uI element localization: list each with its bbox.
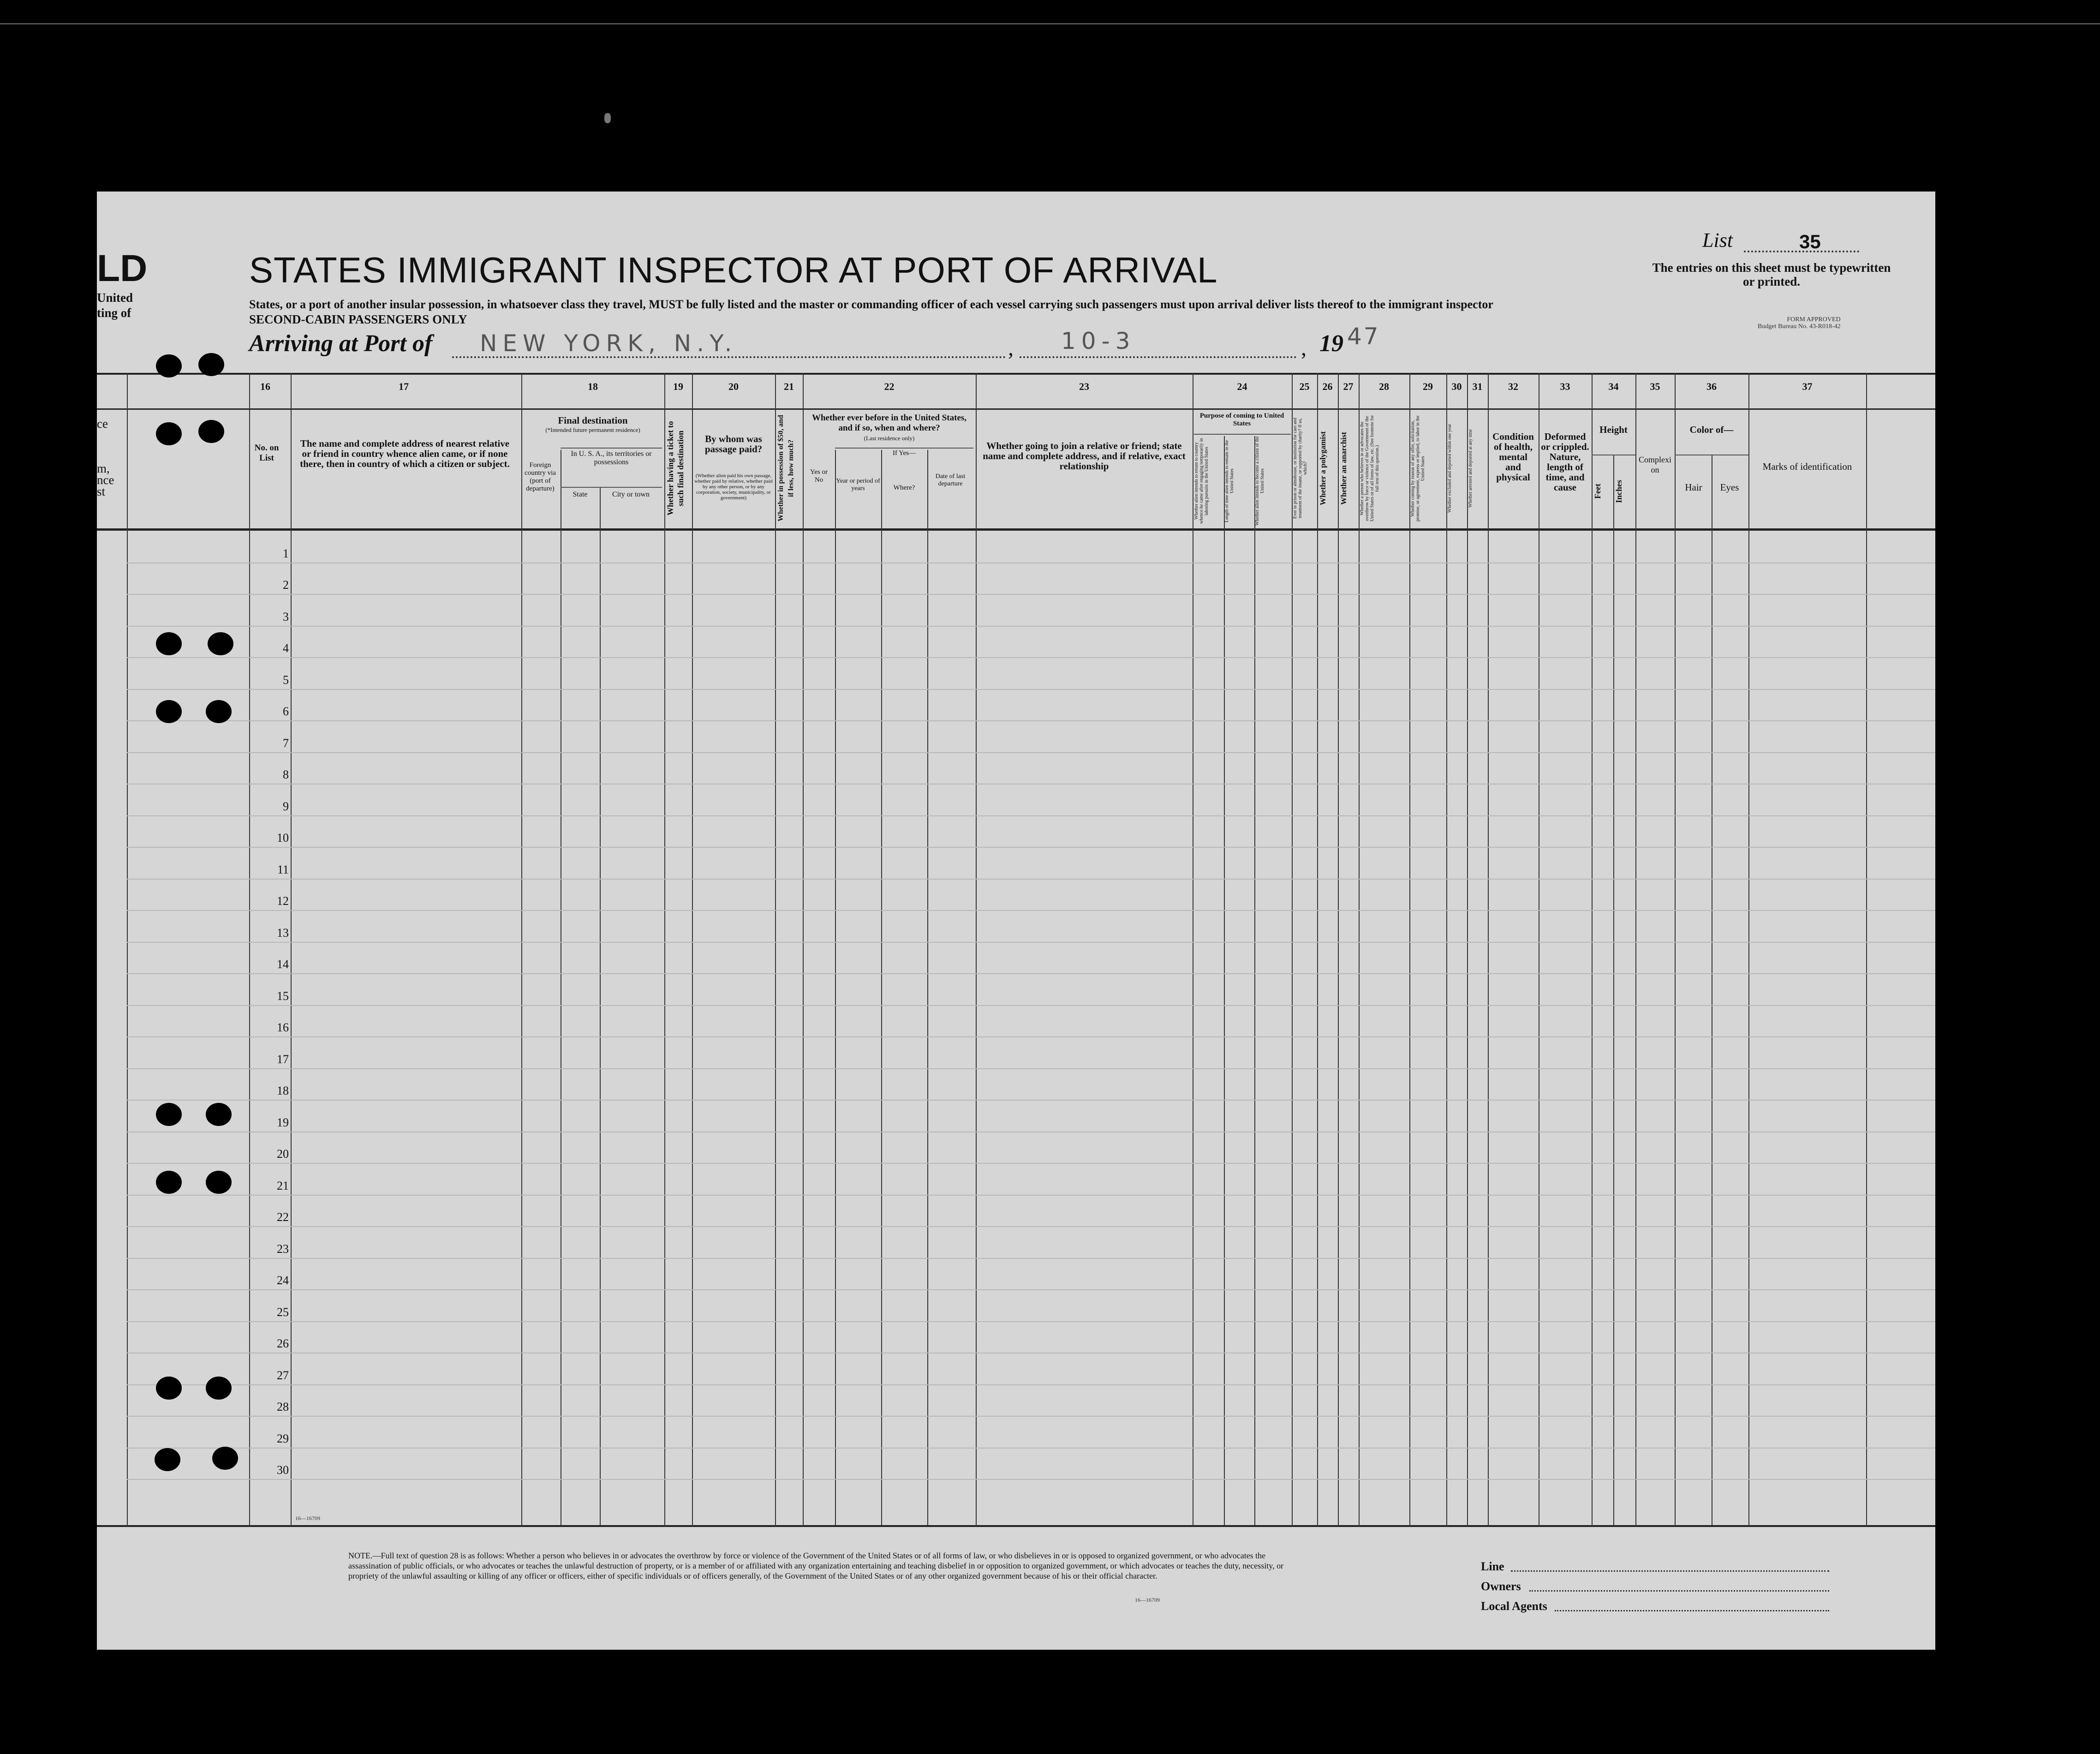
table-row [127,879,1935,880]
line-field [1511,1570,1829,1572]
punch-hole [206,1377,232,1400]
row-number: 22 [277,1210,289,1224]
table-row [127,1005,1935,1006]
colnum-23: 23 [1079,381,1089,392]
hdr-passage-sub: (Whether alien paid his own passage, whether paid by relative, whether paid by any other person, or by any corporation, society, municipality, or government) [694,473,773,501]
column-divider [521,373,522,1527]
hdr-height: Height [1599,424,1628,435]
row-number: 6 [283,705,289,718]
table-row [127,815,1935,816]
column-divider [1675,373,1676,1527]
table-row [127,1384,1935,1385]
arriving-label: Arriving at Port of [249,330,433,357]
row-number: 28 [277,1400,289,1413]
year-printed: 19 [1319,330,1343,357]
owners-label: Owners [1481,1580,1521,1593]
row-number: 8 [283,768,289,781]
footnote-q28: NOTE.—Full text of question 28 is as follows: Whether a person who believes in or advocates the overthrow by force or violence of the Government of the United States or of all forms of law, or who disbelieves in or is opposed to organized government, or who advocates the assassination of public officials, or who advocates or teaches the unlawful destruction of property, or is a member of or affiliated with any organization entertaining and teaching disbelief in or opposition to organized government, or which advocates or teaches the duty, necessity, or propriety of the unlawful assaulting or killing of any officer or officers, either of specific individuals or of officers generally, of the Government of the United States or of any other organized government because of his or their official character. [348,1551,1284,1580]
subtitle: States, or a port of another insular possession, in whatsoever class they travel, MUST be fully listed and the master or commanding officer of each vessel carrying such passengers must upon arrival deliver lists thereof to the immigrant inspector [249,298,1493,311]
hdr-period: Year or period of years [836,478,880,492]
sub-header-rule [1194,434,1291,435]
row-number: 14 [277,958,289,971]
colnum-16: 16 [260,381,270,392]
hdr-nearest-relative: The name and complete address of nearest relative or friend in country whence alien came, or if none there, then in country of which a citizen or subject. [300,438,510,469]
hdr-where: Where? [893,484,915,491]
punch-hole [206,700,232,723]
colnum-26: 26 [1322,381,1333,392]
punch-hole [156,1377,182,1400]
hdr-purpose-3: Whether alien intends to become a citizen of the United States [1255,436,1265,526]
hdr-foreign-country: Foreign country via (port of departure) [525,461,556,492]
hdr-marks: Marks of identification [1762,461,1852,472]
table-row [127,1100,1935,1101]
local-agents-label: Local Agents [1481,1599,1547,1613]
row-number: 7 [283,736,289,750]
table-row [127,1416,1935,1417]
line-label: Line [1481,1560,1504,1573]
row-number: 19 [277,1116,289,1129]
table-row [127,1163,1935,1164]
table-row [127,1226,1935,1227]
row-number: 30 [277,1463,289,1477]
hdr-health: Condition of health, mental and physical [1492,431,1534,483]
column-divider [1592,373,1593,1527]
edge-text-1: United [97,291,133,305]
column-divider [664,373,665,1527]
punch-hole [156,354,182,377]
table-row [127,1195,1935,1196]
table-row [127,1131,1935,1132]
hdr-date-departure: Date of last departure [935,473,966,487]
colnum-20: 20 [728,381,739,392]
punch-hole [156,632,182,655]
sub-column-divider [1224,436,1225,1525]
colnum-21: 21 [784,381,794,392]
punch-hole [206,1103,232,1126]
hdr-complexion: Complexion [1639,455,1671,474]
hdr-polygamist: Whether a polygamist [1318,431,1327,506]
row-number: 13 [277,926,289,940]
hdr-excluded: Whether excluded and deported within one year [1447,424,1452,513]
column-divider [1409,373,1410,1527]
column-divider [1317,373,1318,1527]
colnum-33: 33 [1560,381,1570,392]
typewritten-note: The entries on this sheet must be typewritten or printed. [1652,261,1891,288]
hdr-in-usa: In U. S. A., its territories or possessions [571,450,652,466]
colnum-34: 34 [1608,381,1619,392]
passenger-class: SECOND-CABIN PASSENGERS ONLY [249,312,467,326]
colnum-28: 28 [1379,381,1389,392]
hdr-no-on-list: No. on List [254,443,279,463]
edge-text-4: m, [97,461,110,475]
arriving-line [249,330,432,357]
edge-text-3: ce [97,417,108,431]
table-row [127,910,1935,911]
sub-column-divider [600,487,601,1525]
comma-1: , [1008,336,1014,360]
column-divider [1359,373,1360,1527]
form-approved [1758,316,1841,330]
row-number: 4 [283,641,289,655]
date-underline [1020,356,1296,358]
hdr-state: State [573,491,588,498]
table-row [127,594,1935,595]
owners-field [1529,1590,1829,1592]
hdr-deformed: Deformed or crippled. Nature, length of time, and cause [1541,431,1589,493]
column-divider [249,373,250,1527]
table-row [127,1448,1935,1449]
table-row [127,752,1935,753]
punch-hole [156,422,182,445]
comma-2: , [1301,336,1307,360]
column-divider [1467,373,1468,1527]
hdr-purpose-1: Whether alien intends to return to country whence he came after engaging temporarily in laboring pursuits in the United States [1194,438,1209,524]
punch-hole [156,1103,182,1126]
row-number: 17 [277,1053,289,1066]
hdr-anarchist: Whether an anarchist [1339,431,1348,505]
column-divider [1488,373,1489,1527]
column-divider [1866,373,1867,1527]
hdr-hair: Hair [1685,482,1702,493]
colnum-35: 35 [1650,381,1660,392]
punch-hole [156,1171,182,1194]
scan-fleck [604,113,611,123]
print-code-right: 16—16709 [1135,1597,1160,1603]
table-row [127,847,1935,848]
colnum-19: 19 [673,381,683,392]
sub-column-divider [1254,436,1255,1525]
colnum-31: 31 [1472,381,1483,392]
sub-header-rule [835,448,973,449]
table-row [127,942,1935,943]
date-handwritten: 10-3 [1061,328,1136,354]
column-divider [291,373,292,1527]
row-number: 24 [277,1274,289,1287]
table-row [127,657,1935,658]
hdr-arrested: Whether arrested and deported at any time [1468,429,1473,508]
local-agents-field [1555,1610,1829,1611]
colnum-24: 24 [1237,381,1247,392]
colnum-rule [97,408,1935,410]
budget-bureau-text: Budget Bureau No. 43-R018-42 [1758,323,1841,330]
row-number: 9 [283,800,289,813]
column-divider [976,373,977,1527]
column-divider [1292,373,1293,1527]
hdr-final-dest-sub: (*Intended future permanent residence) [545,426,640,433]
hdr-ticket: Whether having a ticket to such final destination [666,421,685,516]
row-number: 12 [277,894,289,908]
hdr-if-yes: If Yes— [892,449,916,457]
row-number: 10 [277,831,289,844]
table-row [127,1479,1935,1480]
hdr-inches: Inches [1614,480,1623,503]
hdr-city-town: City or town [612,491,650,498]
sub-column-divider [927,450,928,1525]
colnum-29: 29 [1423,381,1433,392]
table-row [127,626,1935,627]
table-row [127,1036,1935,1037]
colnum-22: 22 [884,381,895,392]
row-number: 27 [277,1369,289,1382]
colnum-32: 32 [1508,381,1518,392]
hdr-fifty-dollars: Whether in possession of $50, and if less, how much? [777,415,795,522]
sub-header-rule [561,448,662,449]
list-number: 35 [1799,231,1821,252]
punch-hole [156,700,182,723]
manifest-sheet [97,192,1935,1650]
edge-text-2: ting of [97,306,131,320]
row-number: 1 [283,547,289,560]
punch-hole [198,420,224,443]
sub-column-divider [881,450,882,1525]
year-handwritten: 47 [1347,323,1380,350]
row-number: 11 [277,863,289,876]
column-divider [127,373,128,1527]
hdr-going-to-join: Whether going to join a relative or friend; state name and complete address, and if relative, exact relationship [983,440,1186,472]
table-row [127,1258,1935,1259]
hdr-yes-no: Yes or No [810,468,828,484]
row-number: 3 [283,610,289,623]
hdr-ever-before: Whether ever before in the United States, and if so, when and where? [811,413,967,433]
edge-text-6: st [97,485,106,498]
hdr-offer-labor: Whether coming by reason of any offer, solicitation, promise, or agreement, express or implied, to labor in the United States [1410,415,1426,521]
edge-title-fragment: LD [97,247,148,289]
hdr-passage-paid: By whom was passage paid? [704,433,763,455]
hdr-overthrow: Whether a person who believes in or advocates the overthrow by force or violence of the Government of the United States or of all forms of law, etc. (See footnote for full text of this question.) [1360,415,1380,522]
print-code-left: 16—16709 [295,1515,320,1521]
hdr-eyes: Eyes [1720,482,1739,493]
hdr-color-of: Color of— [1689,424,1734,435]
colnum-18: 18 [588,381,598,392]
hdr-final-destination: Final destination [558,415,628,426]
hdr-last-residence: (Last residence only) [864,435,915,442]
punch-hole [212,1447,238,1470]
colnum-36: 36 [1706,381,1717,392]
row-number: 5 [283,673,289,687]
table-row [127,1068,1935,1069]
row-number: 20 [277,1147,289,1161]
table-bottom-rule [97,1525,1935,1527]
top-scan-line [0,23,2100,24]
hdr-purpose: Purpose of coming to United States [1199,412,1284,427]
table-top-rule [97,373,1935,375]
column-divider [1748,373,1749,1527]
page-title: STATES IMMIGRANT INSPECTOR AT PORT OF ARRIVAL [249,250,1218,290]
table-row [127,689,1935,690]
hdr-purpose-2: Length of time alien intends to remain in the United States [1224,440,1235,522]
list-label: List [1702,229,1733,251]
table-row [127,973,1935,974]
column-divider [692,373,693,1527]
sub-header-rule [561,487,662,488]
punch-hole [198,353,224,376]
row-number: 26 [277,1337,289,1350]
table-row [127,1289,1935,1290]
sub-column-divider [1613,455,1614,1525]
header-bottom-rule [97,528,1935,531]
punch-hole [208,632,233,655]
colnum-30: 30 [1451,381,1462,392]
row-number: 29 [277,1432,289,1445]
colnum-37: 37 [1802,381,1813,392]
form-approved-text: FORM APPROVED [1787,316,1841,323]
column-divider [1635,373,1636,1527]
table-row [127,720,1935,721]
punch-hole [206,1171,232,1194]
edge-text-5: nce [97,473,114,487]
colnum-25: 25 [1299,381,1310,392]
column-divider [775,373,776,1527]
row-number: 16 [277,1021,289,1034]
row-number: 18 [277,1084,289,1097]
row-number: 25 [277,1305,289,1319]
hdr-feet: Feet [1593,484,1602,499]
punch-hole [155,1448,180,1471]
row-number: 15 [277,989,289,1003]
colnum-27: 27 [1343,381,1354,392]
table-row [127,1321,1935,1322]
column-divider [1446,373,1447,1527]
sub-column-divider [835,450,836,1525]
row-number: 23 [277,1242,289,1256]
colnum-17: 17 [399,381,409,392]
hdr-prison: Ever in prison or almshouse, or institution for care and treatment of the insane, or supported by charity? If so, which? [1293,418,1308,519]
port-handwritten: NEW YORK, N.Y. [480,330,738,357]
row-number: 2 [283,578,289,592]
column-divider [1338,373,1339,1527]
row-number: 21 [277,1179,289,1192]
column-divider [803,373,804,1527]
